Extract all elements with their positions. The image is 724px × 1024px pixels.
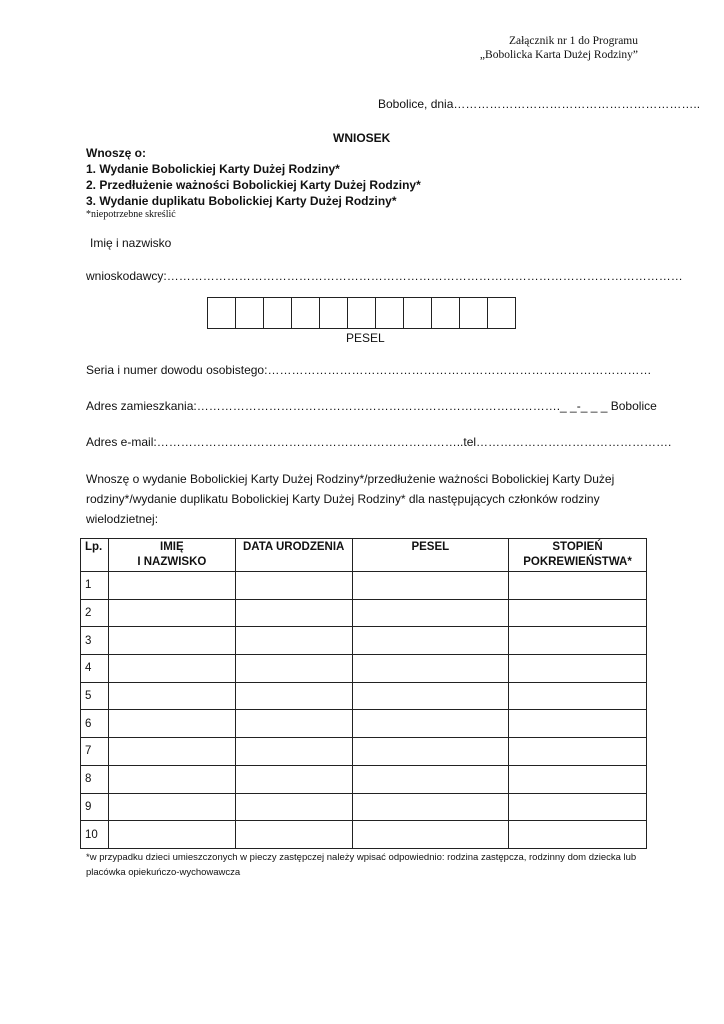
member-name-cell[interactable]: [108, 627, 235, 655]
member-name-cell[interactable]: [108, 738, 235, 766]
member-dob-cell[interactable]: [235, 572, 352, 600]
table-row: [81, 738, 647, 766]
table-row: [81, 627, 647, 655]
request-option: 1. Wydanie Bobolickiej Karty Dużej Rodziny*: [86, 162, 340, 176]
pesel-digit-box[interactable]: [348, 298, 376, 328]
member-name-cell[interactable]: [108, 599, 235, 627]
member-pesel-cell[interactable]: [352, 599, 509, 627]
applicant-field[interactable]: wnioskodawcy:…………………………………………………………………………………………………………………: [86, 269, 683, 283]
strike-note: *niepotrzebne skreślić: [86, 209, 176, 220]
member-pesel-cell[interactable]: [352, 710, 509, 738]
member-dob-cell[interactable]: [235, 710, 352, 738]
row-number: 5: [81, 682, 109, 710]
member-pesel-cell[interactable]: [352, 627, 509, 655]
member-dob-cell[interactable]: [235, 682, 352, 710]
member-dob-cell[interactable]: [235, 655, 352, 683]
email-phone-field[interactable]: Adres e-mail:…………………………………………………………………..tel………………………………………….: [86, 435, 672, 449]
member-pesel-cell[interactable]: [352, 738, 509, 766]
row-number: 3: [81, 627, 109, 655]
row-number: 2: [81, 599, 109, 627]
table-row: [81, 682, 647, 710]
member-relation-cell[interactable]: [509, 599, 647, 627]
member-pesel-cell[interactable]: [352, 765, 509, 793]
pesel-digit-box[interactable]: [320, 298, 348, 328]
member-pesel-cell[interactable]: [352, 682, 509, 710]
col-lp-header: [81, 539, 109, 572]
table-row: [81, 765, 647, 793]
request-option: 3. Wydanie duplikatu Bobolickiej Karty Dużej Rodziny*: [86, 194, 397, 208]
member-name-cell[interactable]: [108, 682, 235, 710]
row-number: 7: [81, 738, 109, 766]
table-footnote: *w przypadku dzieci umieszczonych w pieczy zastępczej należy wpisać odpowiednio: rodzina zastępcza, rodzinny dom dziecka lub placówka opiekuńczo-wychowawcza: [86, 852, 637, 878]
col-relation-label-1: STOPIEŃ: [552, 541, 603, 553]
member-pesel-cell[interactable]: [352, 821, 509, 849]
member-name-cell[interactable]: [108, 793, 235, 821]
member-relation-cell[interactable]: [509, 710, 647, 738]
document-title: WNIOSEK: [333, 131, 391, 145]
table-row: [81, 821, 647, 849]
pesel-digit-box[interactable]: [432, 298, 460, 328]
address-field[interactable]: Adres zamieszkania:………………………………………………………………………………._ _-_ _ _ Bobolice: [86, 399, 657, 413]
pesel-digit-box[interactable]: [264, 298, 292, 328]
table-row: [81, 793, 647, 821]
col-dob-label: DATA URODZENIA: [242, 541, 345, 553]
member-dob-cell[interactable]: [235, 738, 352, 766]
member-relation-cell[interactable]: [509, 765, 647, 793]
member-name-cell[interactable]: [108, 655, 235, 683]
member-dob-cell[interactable]: [235, 599, 352, 627]
member-name-cell[interactable]: [108, 821, 235, 849]
pesel-digit-box[interactable]: [208, 298, 236, 328]
member-relation-cell[interactable]: [509, 821, 647, 849]
table-row: [81, 710, 647, 738]
member-relation-cell[interactable]: [509, 682, 647, 710]
row-number: 9: [81, 793, 109, 821]
col-relation-header: [509, 539, 647, 572]
member-pesel-cell[interactable]: [352, 655, 509, 683]
col-name-header: [108, 539, 235, 572]
request-option: 2. Przedłużenie ważności Bobolickiej Karty Dużej Rodziny*: [86, 178, 421, 192]
pesel-digit-box[interactable]: [404, 298, 432, 328]
name-label: Imię i nazwisko: [90, 236, 172, 250]
member-relation-cell[interactable]: [509, 627, 647, 655]
pesel-digit-box[interactable]: [460, 298, 488, 328]
table-header-row: [81, 539, 647, 572]
pesel-digit-box[interactable]: [376, 298, 404, 328]
member-dob-cell[interactable]: [235, 821, 352, 849]
id-number-field[interactable]: Seria i numer dowodu osobistego:……………………………………………………………………………………: [86, 363, 652, 377]
pesel-digit-box[interactable]: [236, 298, 264, 328]
member-relation-cell[interactable]: [509, 738, 647, 766]
row-number: 6: [81, 710, 109, 738]
col-name-label-2: I NAZWISKO: [137, 556, 207, 568]
col-pesel-label: PESEL: [411, 541, 450, 553]
pesel-label: PESEL: [346, 331, 385, 345]
table-row: [81, 599, 647, 627]
member-pesel-cell[interactable]: [352, 572, 509, 600]
member-dob-cell[interactable]: [235, 793, 352, 821]
member-relation-cell[interactable]: [509, 793, 647, 821]
annex-header-line2: „Bobolicka Karta Dużej Rodziny”: [479, 49, 638, 61]
col-dob-header: [235, 539, 352, 572]
member-dob-cell[interactable]: [235, 627, 352, 655]
col-pesel-header: [352, 539, 509, 572]
col-lp-label: Lp.: [85, 541, 103, 553]
col-name-label-1: IMIĘ: [160, 541, 184, 553]
pesel-digit-box[interactable]: [488, 298, 515, 328]
request-intro: Wnoszę o:: [86, 146, 146, 160]
row-number: 4: [81, 655, 109, 683]
member-name-cell[interactable]: [108, 710, 235, 738]
col-relation-label-2: POKREWIEŃSTWA*: [523, 556, 632, 568]
member-pesel-cell[interactable]: [352, 793, 509, 821]
annex-header-line1: Załącznik nr 1 do Programu: [508, 35, 638, 47]
pesel-boxes[interactable]: [207, 297, 516, 329]
pesel-digit-box[interactable]: [292, 298, 320, 328]
table-row: [81, 655, 647, 683]
member-relation-cell[interactable]: [509, 572, 647, 600]
table-row: [81, 572, 647, 600]
request-paragraph: Wnoszę o wydanie Bobolickiej Karty Dużej Rodziny*/przedłużenie ważności Bobolickiej Karty Dużej rodziny*/wydanie duplikatu Bobolickiej Karty Dużej Rodziny* dla następujących członków rodziny wielodzietnej:: [86, 472, 615, 526]
member-name-cell[interactable]: [108, 572, 235, 600]
row-number: 10: [81, 821, 109, 849]
member-name-cell[interactable]: [108, 765, 235, 793]
member-dob-cell[interactable]: [235, 765, 352, 793]
place-date-line: Bobolice, dnia……………………………………………………..: [378, 97, 701, 111]
family-members-table: [80, 538, 647, 849]
row-number: 8: [81, 765, 109, 793]
member-relation-cell[interactable]: [509, 655, 647, 683]
row-number: 1: [81, 572, 109, 600]
